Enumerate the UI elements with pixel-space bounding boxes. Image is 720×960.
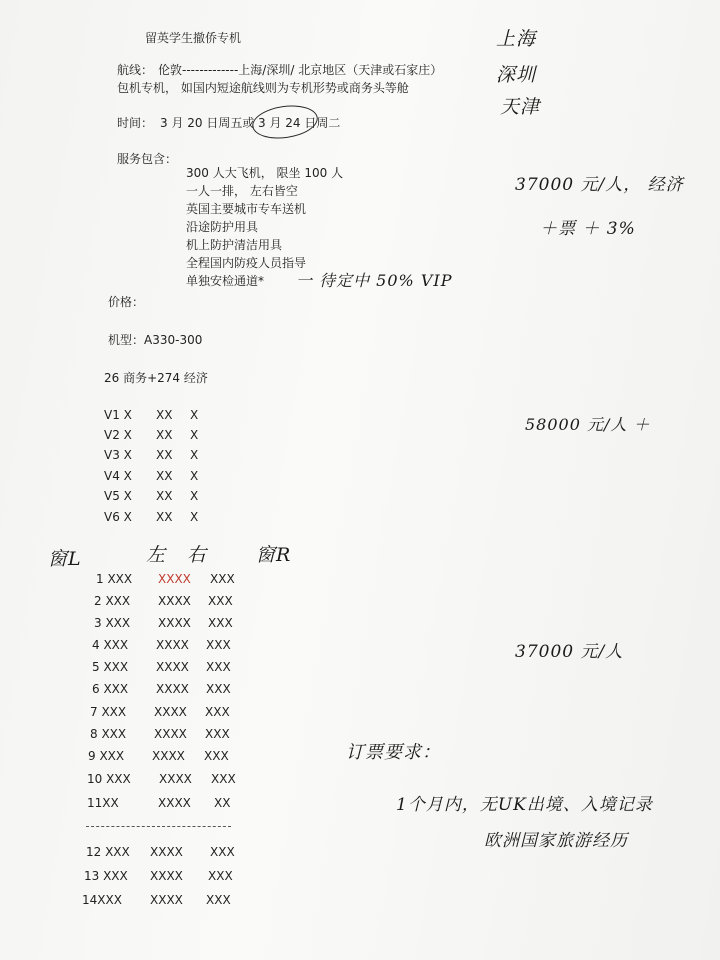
- route-label: 航线：: [117, 63, 154, 77]
- services-label: 服务包含：: [117, 152, 178, 166]
- economy-row-right: XXX: [206, 660, 231, 674]
- economy-row-right: XXX: [210, 845, 235, 859]
- service-item: 一人一排， 左右皆空: [186, 184, 298, 198]
- service-item: 全程国内防疫人员指导: [186, 256, 307, 270]
- handwritten-tax-note: ＋票 ＋ 3%: [540, 219, 636, 239]
- business-row-right: X: [190, 448, 199, 462]
- economy-row-left: 2 XXX: [94, 594, 131, 608]
- business-row-mid: XX: [156, 428, 173, 442]
- economy-row-left: 12 XXX: [86, 845, 130, 859]
- economy-row-left: 6 XXX: [92, 682, 129, 696]
- aircraft-label: 机型：A330-300: [108, 333, 203, 347]
- price-label: 价格：: [108, 295, 145, 309]
- booking-requirement-1: 1个月内，无UK出境、入境记录: [396, 795, 653, 815]
- circled-date-mark: [250, 102, 320, 143]
- economy-row-left: 3 XXX: [94, 616, 131, 630]
- time-label: 时间：: [117, 116, 154, 130]
- business-row-mid: XX: [156, 469, 173, 483]
- economy-row-mid: XXXX: [150, 869, 183, 883]
- business-row-right: X: [190, 510, 199, 524]
- business-row-right: X: [190, 469, 199, 483]
- class-summary: 26 商务+274 经济: [104, 371, 208, 385]
- economy-row-mid: XXXX: [154, 705, 187, 719]
- service-item: 单独安检通道*: [186, 274, 265, 288]
- economy-row-mid: XXXX: [156, 638, 189, 652]
- time-text-b: 3 月 24 日周二: [258, 116, 341, 130]
- economy-row-left: 14XXX: [82, 893, 122, 907]
- economy-row-left: 7 XXX: [90, 705, 127, 719]
- business-row-mid: XX: [156, 489, 173, 503]
- economy-row-right: XXX: [210, 572, 235, 586]
- handwritten-left-right: 左 右: [146, 544, 208, 566]
- service-item: 机上防护清洁用具: [186, 238, 283, 252]
- handwritten-window-left: 窗L: [48, 548, 82, 570]
- handwritten-price-business: 58000 元/人 ＋: [525, 415, 651, 434]
- economy-row-mid: XXXX: [158, 796, 191, 810]
- business-row-seat: V3 X: [104, 448, 132, 462]
- economy-row-right: XXX: [205, 727, 230, 741]
- time-text-a: 3 月 20 日周五或: [160, 116, 255, 130]
- doc-title: 留英学生撤侨专机: [145, 31, 242, 45]
- route-text: 伦敦-------------上海/深圳/ 北京地区（天津或石家庄）: [158, 63, 443, 77]
- booking-requirements-title: 订票要求：: [346, 742, 441, 763]
- economy-row-left: 10 XXX: [87, 772, 131, 786]
- economy-row-left: 8 XXX: [90, 727, 127, 741]
- economy-row-left: 1 XXX: [96, 572, 133, 586]
- economy-row-mid: XXXX: [156, 660, 189, 674]
- business-row-seat: V4 X: [104, 469, 132, 483]
- economy-row-right: XXX: [211, 772, 236, 786]
- economy-row-right: XXX: [205, 705, 230, 719]
- economy-row-left: 5 XXX: [92, 660, 129, 674]
- service-item: 沿途防护用具: [186, 220, 259, 234]
- economy-row-right: XXX: [208, 869, 233, 883]
- business-row-right: X: [190, 428, 199, 442]
- business-row-right: X: [190, 489, 199, 503]
- handwritten-price-economy: 37000 元/人， 经济: [515, 175, 684, 195]
- handwritten-city: 深圳: [496, 64, 537, 86]
- handwritten-window-right: 窗R: [256, 544, 292, 566]
- business-row-mid: XX: [156, 510, 173, 524]
- economy-row-mid: XXXX: [150, 845, 183, 859]
- business-row-mid: XX: [156, 408, 173, 422]
- handwritten-vip-note: 一 待定中 50% VIP: [296, 271, 453, 290]
- economy-row-mid: XXXX: [158, 572, 191, 586]
- business-row-seat: V6 X: [104, 510, 132, 524]
- economy-row-left: 9 XXX: [88, 749, 125, 763]
- business-row-seat: V2 X: [104, 428, 132, 442]
- economy-row-left: 13 XXX: [84, 869, 128, 883]
- charter-note: 包机专机， 如国内短途航线则为专机形势或商务头等舱: [117, 81, 409, 95]
- service-item: 300 人大飞机， 限坐 100 人: [186, 166, 344, 180]
- economy-row-right: XXX: [206, 638, 231, 652]
- business-row-mid: XX: [156, 448, 173, 462]
- economy-row-right: XXX: [206, 893, 231, 907]
- economy-row-mid: XXXX: [159, 772, 192, 786]
- economy-row-mid: XXXX: [154, 727, 187, 741]
- economy-row-left: 11XX: [87, 796, 119, 810]
- economy-row-left: 4 XXX: [92, 638, 129, 652]
- economy-row-right: XXX: [208, 594, 233, 608]
- handwritten-price-economy-2: 37000 元/人: [515, 642, 624, 662]
- handwritten-city: 上海: [496, 28, 537, 50]
- economy-row-mid: XXXX: [158, 616, 191, 630]
- divider-text: [86, 819, 201, 833]
- service-item: 英国主要城市专车送机: [186, 202, 307, 216]
- business-row-seat: V1 X: [104, 408, 132, 422]
- handwritten-city: 天津: [500, 96, 541, 118]
- economy-row-right: XXX: [204, 749, 229, 763]
- economy-row-mid: XXXX: [150, 893, 183, 907]
- business-row-right: X: [190, 408, 199, 422]
- economy-row-mid: XXXX: [152, 749, 185, 763]
- economy-row-right: XXX: [206, 682, 231, 696]
- economy-row-right: XX: [214, 796, 231, 810]
- booking-requirement-2: 欧洲国家旅游经历: [484, 831, 628, 851]
- economy-row-right: XXX: [208, 616, 233, 630]
- economy-row-mid: XXXX: [158, 594, 191, 608]
- business-row-seat: V5 X: [104, 489, 132, 503]
- economy-row-mid: XXXX: [156, 682, 189, 696]
